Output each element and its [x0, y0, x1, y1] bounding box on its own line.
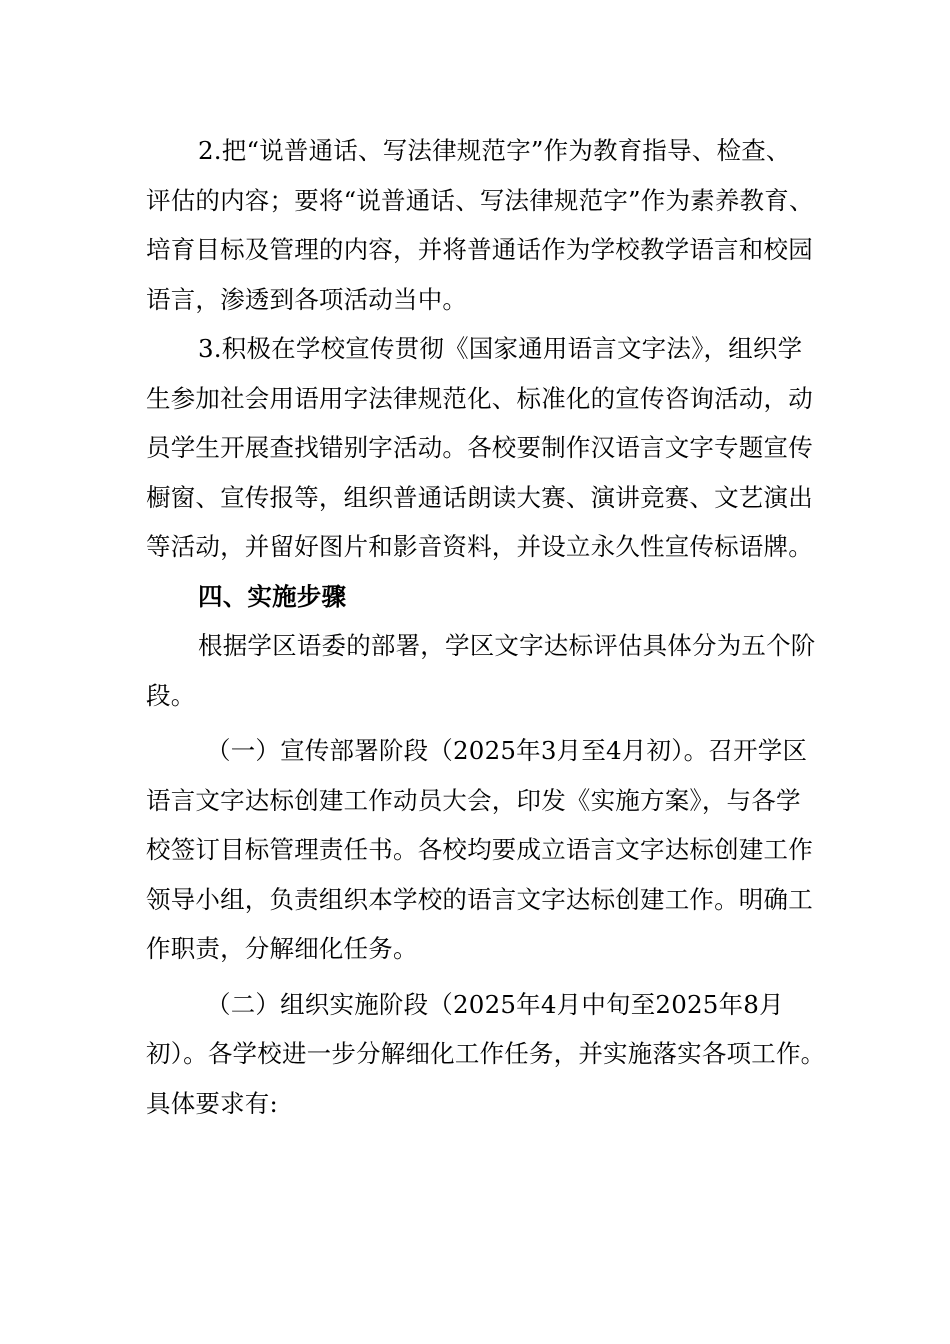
- stage-1-line-1: （一）宣传部署阶段（2025年3月至4月初）。召开学区: [206, 736, 808, 765]
- stage-1-line-4: 领导小组，负责组织本学校的语言文字达标创建工作。明确工: [146, 884, 813, 914]
- stage-1-line-2: 语言文字达标创建工作动员大会，印发《实施方案》，与各学: [146, 785, 801, 815]
- stage-1-line-3: 校签订目标管理责任书。各校均要成立语言文字达标创建工作: [146, 835, 813, 864]
- paragraph-2-line-4: 语言，渗透到各项活动当中。: [146, 284, 468, 314]
- paragraph-3-line-5: 等活动，并留好图片和影音资料，并设立永久性宣传标语牌。: [146, 532, 813, 561]
- paragraph-3-line-2: 生参加社会用语用字法律规范化、标准化的宣传咨询活动，动: [146, 383, 813, 413]
- paragraph-intro-line-1: 根据学区语委的部署，学区文字达标评估具体分为五个阶: [198, 631, 816, 660]
- paragraph-2-line-2: 评估的内容；要将“说普通话、写法律规范字”作为素养教育、: [146, 185, 814, 215]
- stage-2-line-2: 初）。各学校进一步分解细化工作任务，并实施落实各项工作。: [146, 1039, 826, 1068]
- paragraph-3-line-4: 橱窗、宣传报等，组织普通话朗读大赛、演讲竞赛、文艺演出: [146, 482, 813, 512]
- paragraph-2-line-1: 2.把“说普通话、写法律规范字”作为教育指导、检查、: [198, 136, 791, 165]
- paragraph-2-line-3: 培育目标及管理的内容，并将普通话作为学校教学语言和校园: [146, 235, 813, 264]
- paragraph-intro-line-2: 段。: [146, 680, 196, 710]
- paragraph-3-line-3: 员学生开展查找错别字活动。各校要制作汉语言文字专题宣传: [146, 433, 813, 462]
- stage-1-line-5: 作职责，分解细化任务。: [146, 934, 418, 963]
- section-heading: 四、实施步骤: [198, 581, 347, 611]
- paragraph-3-line-1: 3.积极在学校宣传贯彻《国家通用语言文字法》，组织学: [198, 334, 803, 363]
- stage-2-line-1: （二）组织实施阶段（2025年4月中旬至2025年8月: [206, 989, 784, 1019]
- document-body: [146, 126, 852, 1128]
- stage-2-line-3: 具体要求有:: [146, 1088, 278, 1118]
